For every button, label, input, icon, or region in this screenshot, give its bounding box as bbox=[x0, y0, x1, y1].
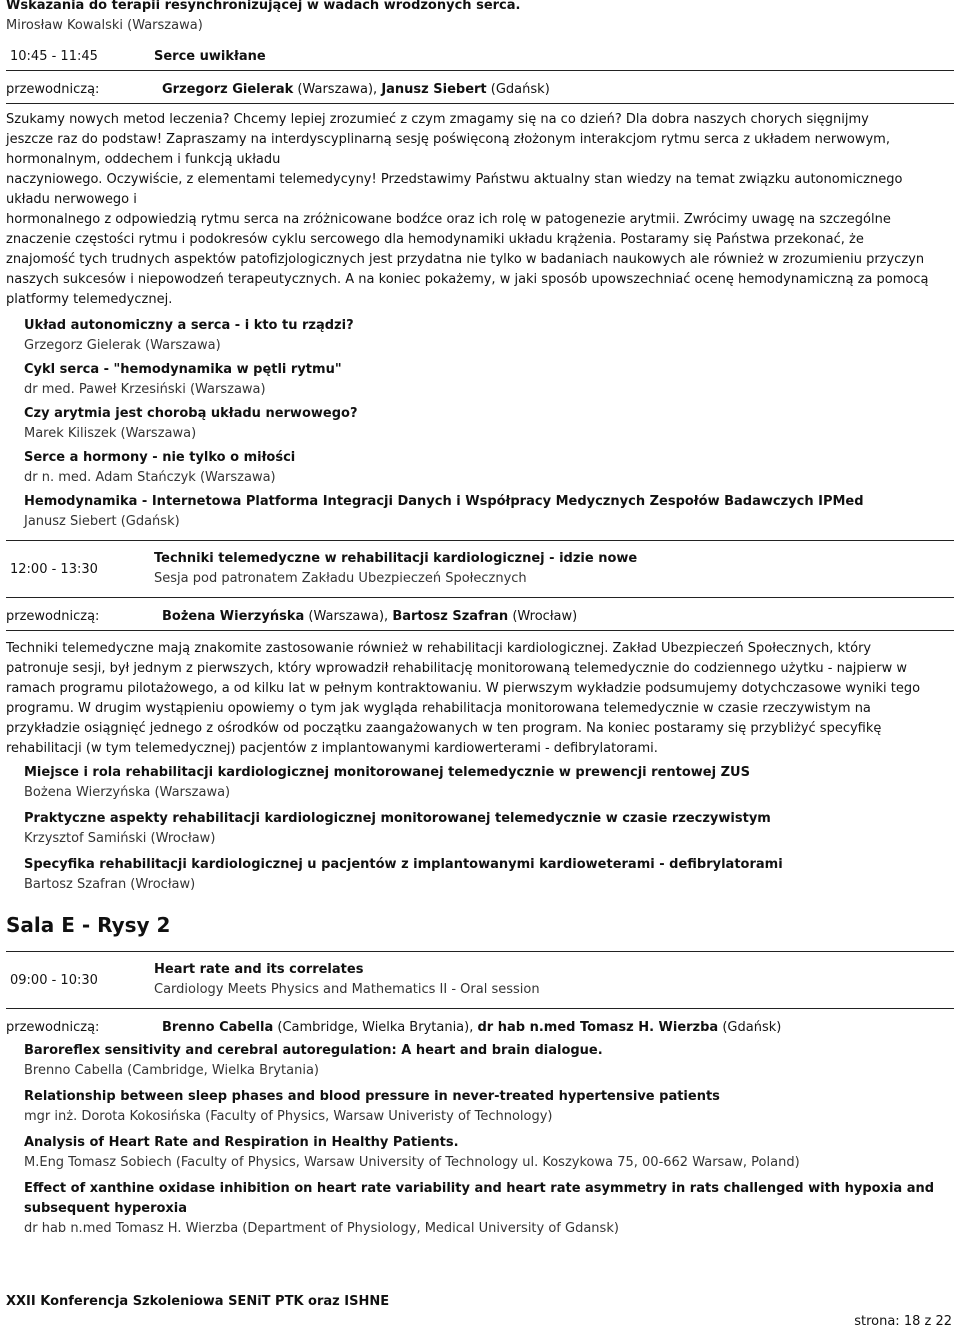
description-line: hormonalnym, oddechem i funkcją układu bbox=[6, 152, 281, 167]
chair-name: Brenno Cabella bbox=[162, 1019, 274, 1035]
talk-author: M.Eng Tomasz Sobiech (Faculty of Physics, Warsaw University of Technology ul. Koszykowa 75, 00-662 Warsaw, Poland) bbox=[24, 1155, 800, 1170]
talk-title: Baroreflex sensitivity and cerebral autoregulation: A heart and brain dialogue. bbox=[24, 1043, 603, 1058]
divider bbox=[6, 1008, 954, 1009]
chair-city: (Gdańsk) bbox=[718, 1019, 782, 1035]
session-chairs bbox=[6, 602, 954, 630]
talk-author: dr med. Paweł Krzesiński (Warszawa) bbox=[24, 382, 266, 397]
session-titles bbox=[154, 549, 637, 589]
page-footer bbox=[6, 1264, 954, 1328]
session-title: Techniki telemedyczne w rehabilitacji kardiologicznej - idzie nowe bbox=[154, 551, 638, 566]
session-time: 10:45 - 11:45 bbox=[10, 48, 98, 64]
description-line: Techniki telemedyczne mają znakomite zastosowanie również w rehabilitacji kardiologicznej. Zakład Ubezpieczeń Społecznych, który bbox=[6, 641, 872, 656]
talk-title: Relationship between sleep phases and blood pressure in never-treated hypertensive patients bbox=[24, 1089, 720, 1104]
talk-author: Grzegorz Gielerak (Warszawa) bbox=[24, 338, 221, 353]
chair-name: Janusz Siebert bbox=[381, 81, 487, 97]
talk-title: Praktyczne aspekty rehabilitacji kardiologicznej monitorowanej telemedycznie w czasie rzeczywistym bbox=[24, 811, 771, 826]
chairs-names bbox=[162, 1020, 781, 1035]
description-line: przykładzie osiągnięć jednego z ośrodków od początku zaangażowanych w ten program. Na koniec postaramy się przybliżyć specyfikę bbox=[6, 721, 882, 736]
talk-list bbox=[6, 1041, 954, 1239]
session-description bbox=[6, 110, 954, 310]
talk-title: Analysis of Heart Rate and Respiration in Healthy Patients. bbox=[24, 1135, 459, 1150]
description-line: patronuje sesji, był jednym z pierwszych, który wprowadził rehabilitację monitorowaną telemedycznie do codziennego użytku - najpierw w bbox=[6, 661, 908, 676]
session-chairs bbox=[6, 75, 954, 103]
session-subtitle: Sesja pod patronatem Zakładu Ubezpieczeń Społecznych bbox=[154, 571, 527, 586]
session-description bbox=[6, 639, 954, 759]
session-header-1 bbox=[6, 42, 954, 70]
chair-name: Bartosz Szafran bbox=[392, 608, 509, 624]
talk-title-line: Effect of xanthine oxidase inhibition on heart rate variability and heart rate asymmetry in rats challenged with hypoxia and bbox=[24, 1181, 935, 1196]
description-line: naszych sukcesów i niepowodzeń terapeutycznych. A na koniec pokażemy, w jaki sposób upowszechniać ocenę hemodynamiczną za pomocą bbox=[6, 272, 929, 287]
talk-author: dr n. med. Adam Stańczyk (Warszawa) bbox=[24, 470, 276, 485]
description-line: programu. W drugim wystąpieniu opowiemy o tym jak wygląda rehabilitacja monitorowana telemedycznie w czasie rzeczywistym na bbox=[6, 701, 871, 716]
chairs-names bbox=[162, 609, 577, 624]
prev-talk-author: Mirosław Kowalski (Warszawa) bbox=[6, 18, 203, 33]
talk-author: mgr inż. Dorota Kokosińska (Faculty of Physics, Warsaw Univeristy of Technology) bbox=[24, 1109, 553, 1124]
talk-list bbox=[6, 763, 954, 895]
talk-title: Serce a hormony - nie tylko o miłości bbox=[24, 450, 296, 465]
talk-author: Marek Kiliszek (Warszawa) bbox=[24, 426, 197, 441]
talk-title bbox=[24, 1179, 954, 1219]
talk-title: Cykl serca - "hemodynamika w pętli rytmu" bbox=[24, 362, 342, 377]
session-title: Heart rate and its correlates bbox=[154, 962, 364, 977]
talk-author: Bożena Wierzyńska (Warszawa) bbox=[24, 785, 231, 800]
talk-list bbox=[6, 316, 954, 532]
description-line: Szukamy nowych metod leczenia? Chcemy lepiej zrozumieć z czym zmagamy się na co dzień? Dla dobra naszych chorych sięgnijmy bbox=[6, 112, 869, 127]
prev-talk-title: Wskazania do terapii resynchronizującej w wadach wrodzonych serca. bbox=[6, 0, 521, 13]
chairs-label: przewodniczą: bbox=[6, 81, 100, 97]
chair-name: Bożena Wierzyńska bbox=[162, 608, 305, 624]
session-time: 09:00 - 10:30 bbox=[10, 972, 98, 988]
talk-title: Czy arytmia jest chorobą układu nerwowego? bbox=[24, 406, 358, 421]
description-line: platformy telemedycznej. bbox=[6, 292, 173, 307]
conference-name: XXII Konferencja Szkoleniowa SENiT PTK oraz ISHNE bbox=[6, 1294, 390, 1309]
session-header-3 bbox=[6, 956, 954, 1004]
talk-title: Specyfika rehabilitacji kardiologicznej u pacjentów z implantowanymi kardioweterami - defibrylatorami bbox=[24, 857, 783, 872]
chair-name: Grzegorz Gielerak bbox=[162, 81, 294, 97]
talk-title: Hemodynamika - Internetowa Platforma Integracji Danych i Współpracy Medycznych Zespołów Badawczych IPMed bbox=[24, 494, 864, 509]
session-chairs bbox=[6, 1013, 954, 1041]
divider bbox=[6, 630, 954, 631]
chair-city: (Gdańsk) bbox=[486, 81, 550, 97]
chair-city: (Wrocław) bbox=[508, 608, 578, 624]
chair-city: (Warszawa), bbox=[293, 81, 382, 97]
description-line: układu nerwowego i bbox=[6, 192, 137, 207]
divider bbox=[6, 951, 954, 952]
divider bbox=[6, 103, 954, 104]
divider bbox=[6, 540, 954, 541]
talk-author: Krzysztof Samiński (Wrocław) bbox=[24, 831, 216, 846]
description-line: ramach programu pilotażowego, a od kilku lat w pełnym kontraktowaniu. W pierwszym wykładzie podsumujemy dotychczasowe wyniki tego bbox=[6, 681, 921, 696]
talk-author: Brenno Cabella (Cambridge, Wielka Brytania) bbox=[24, 1063, 320, 1078]
chairs-label: przewodniczą: bbox=[6, 608, 100, 624]
session-titles bbox=[154, 960, 540, 1000]
talk-title: Układ autonomiczny a serca - i kto tu rządzi? bbox=[24, 318, 354, 333]
talk-author: Janusz Siebert (Gdańsk) bbox=[24, 514, 180, 529]
talk-title-line: subsequent hyperoxia bbox=[24, 1201, 188, 1216]
chairs-names bbox=[162, 82, 550, 97]
talk-author: dr hab n.med Tomasz H. Wierzba (Department of Physiology, Medical University of Gdansk) bbox=[24, 1221, 619, 1236]
session-time: 12:00 - 13:30 bbox=[10, 561, 98, 577]
description-line: hormonalnego z odpowiedzią rytmu serca na zróżnicowane bodźce oraz ich rolę w patogenezie arytmii. Zwrócimy uwagę na szczególne bbox=[6, 212, 891, 227]
chair-name: dr hab n.med Tomasz H. Wierzba bbox=[477, 1019, 719, 1035]
divider bbox=[6, 597, 954, 598]
session-header-2 bbox=[6, 545, 954, 593]
description-line: znajomość tych trudnych aspektów patofizjologicznych jest przydatna nie tylko w badaniach naukowych ale również w zrozumieniu przyczyn bbox=[6, 252, 925, 267]
page-number: strona: 18 z 22 bbox=[854, 1314, 952, 1328]
chair-city: (Warszawa), bbox=[304, 608, 393, 624]
room-title: Sala E - Rysy 2 bbox=[6, 913, 171, 937]
description-line: znaczenie częstości rytmu i podokresów cyklu sercowego dla hemodynamiki układu krążenia. Postaramy się Państwa przekonać, że bbox=[6, 232, 864, 247]
session-subtitle: Cardiology Meets Physics and Mathematics II - Oral session bbox=[154, 982, 540, 997]
description-line: rehabilitacji (w tym telemedycznej) pacjentów z implantowanymi kardiowerterami - defibrylatorami. bbox=[6, 741, 658, 756]
talk-author: Bartosz Szafran (Wrocław) bbox=[24, 877, 196, 892]
description-line: jeszcze raz do podstaw! Zapraszamy na interdyscyplinarną sesję poświęconą złożonym interakcjom rytmu serca z układem nerwowym, bbox=[6, 132, 890, 147]
chairs-label: przewodniczą: bbox=[6, 1019, 100, 1035]
session-title: Serce uwikłane bbox=[154, 48, 266, 64]
chair-city: (Cambridge, Wielka Brytania), bbox=[273, 1019, 478, 1035]
divider bbox=[6, 70, 954, 71]
talk-title: Miejsce i rola rehabilitacji kardiologicznej monitorowanej telemedycznie w prewencji rentowej ZUS bbox=[24, 765, 750, 780]
description-line: naczyniowego. Oczywiście, z elementami telemedycyny! Przedstawimy Państwu aktualny stan wiedzy na temat związku autonomicznego bbox=[6, 172, 903, 187]
